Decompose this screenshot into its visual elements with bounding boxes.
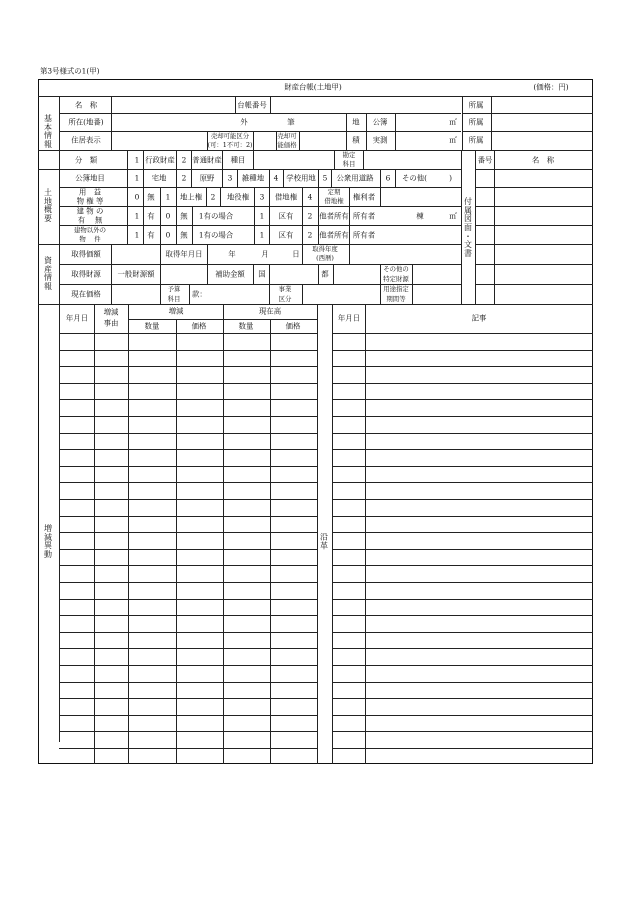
history-row-line (59, 516, 317, 517)
history-row-line (59, 466, 317, 467)
other-opt-1-n: 1 (134, 230, 140, 240)
history-row-line (59, 632, 317, 633)
history-row-line (59, 366, 317, 367)
history-row-line (59, 350, 317, 351)
label-acq-date: 取得年月日 (165, 249, 203, 259)
chimoku-opt-1[interactable]: 宅地 (151, 173, 167, 183)
label-sale-price-2: 能価格 (277, 140, 297, 149)
record-row-line (332, 433, 593, 434)
building-ta[interactable]: 他者所有 (319, 211, 349, 221)
history-row-line (59, 698, 317, 699)
label-youeki: 用 益 (78, 187, 102, 197)
chimoku-opt-3-n: 3 (227, 173, 233, 183)
record-row-line (332, 532, 593, 533)
history-row-line (59, 599, 317, 600)
label-shozoku-3: 所属 (468, 135, 484, 145)
label-yosan: 予算 (167, 284, 181, 293)
youeki-opt-4[interactable]: 定期 (327, 187, 341, 196)
label-location: 所在(地番) (68, 117, 104, 127)
record-row-line (332, 350, 593, 351)
building-opt-0[interactable]: 無 (180, 211, 188, 221)
category-1-number: 1 (134, 155, 140, 165)
label-acq-year-2: (西暦) (316, 253, 334, 262)
label-kenrisha: 権利者 (352, 192, 376, 202)
youeki-opt-2-n: 2 (210, 192, 216, 202)
label-yosan-2: 科目 (167, 294, 181, 303)
label-current-price: 現在価格 (71, 289, 101, 299)
record-row-line (332, 715, 593, 716)
label-youeki-2: 物 権 等 (76, 196, 104, 206)
history-price-2-header: 価格 (285, 321, 301, 331)
label-brush: 筆 (287, 117, 295, 127)
label-saleable-opts: (可：1不可：2) (207, 140, 253, 149)
label-other: 建物以外の (74, 225, 106, 234)
history-reason-header: 増減 (103, 307, 119, 317)
chimoku-opt-4-n: 4 (273, 173, 279, 183)
history-date-header: 年月日 (65, 313, 89, 323)
label-kuni: 国 (258, 269, 266, 279)
history-row-line (59, 648, 317, 649)
history-row-line (59, 582, 317, 583)
label-acq-price: 取得価額 (71, 249, 101, 259)
label-tou: 棟 (416, 211, 424, 221)
history-row-line (59, 449, 317, 450)
chimoku-opt-1-n: 1 (134, 173, 140, 183)
chimoku-opt-6-n: 6 (385, 173, 391, 183)
history-row-line (59, 731, 317, 732)
history-row-line (59, 399, 317, 400)
youeki-opt-4-line2: 借地権 (324, 196, 344, 205)
section-tochi: 土 地 概 要 (44, 187, 52, 223)
other-opt-0-n: 0 (165, 230, 171, 240)
building-m2: ㎡ (449, 211, 457, 221)
other-ku-n: 1 (259, 230, 265, 240)
label-shozoku-1: 所属 (468, 100, 484, 110)
label-chimoku: 公簿地目 (75, 173, 105, 183)
record-header: 記事 (471, 313, 487, 323)
history-qty-1-header: 数量 (144, 321, 160, 331)
other-ta[interactable]: 他者所有 (319, 230, 349, 240)
youeki-opt-3-n: 3 (259, 192, 265, 202)
history-row-line (59, 615, 317, 616)
record-row-line (332, 466, 593, 467)
building-opt-1-n: 1 (134, 211, 140, 221)
history-row-line (59, 565, 317, 566)
building-ku[interactable]: 区有 (278, 211, 294, 221)
history-reason-header-2: 事由 (103, 318, 119, 328)
label-youto: 用途指定 (383, 284, 409, 293)
youeki-opt-2[interactable]: 地役権 (226, 192, 250, 202)
label-category: 分 類 (74, 155, 98, 165)
record-row-line (332, 748, 593, 749)
ledger-no-value[interactable] (271, 97, 461, 112)
record-row-line (332, 682, 593, 683)
record-row-line (332, 582, 593, 583)
history-qty-2-header: 数量 (238, 321, 254, 331)
record-row-line (332, 366, 593, 367)
label-sonota: その他の (383, 264, 409, 273)
label-sonota-2: 特定財源 (383, 274, 409, 283)
acq-date-day: 日 (292, 249, 300, 259)
label-jigyo-2: 区分 (278, 294, 292, 303)
record-row-line (332, 698, 593, 699)
record-row-line (332, 632, 593, 633)
category-2-label[interactable]: 普通財産 (192, 155, 222, 165)
label-kan: 款： (192, 289, 207, 299)
other-ta-n: 2 (307, 230, 313, 240)
acq-date-year: 年 (228, 249, 236, 259)
record-row-line (332, 499, 593, 500)
record-row-line (332, 383, 593, 384)
label-source: 取得財源 (71, 269, 101, 279)
label-ippan: 一般財源額 (117, 269, 155, 279)
label-saleable: 売却可能区分 (210, 131, 250, 140)
history-row-line (59, 682, 317, 683)
record-row-line (332, 449, 593, 450)
label-to: 都 (321, 269, 329, 279)
label-kouba: 公簿 (372, 117, 388, 127)
youeki-opt-1-n: 1 (165, 192, 171, 202)
appendix-name-header: 名 称 (531, 155, 555, 165)
history-row-line (59, 748, 317, 749)
section-enkaku: 沿 革 (320, 532, 328, 550)
record-row-line (332, 482, 593, 483)
youeki-opt-0-n: 0 (134, 192, 140, 202)
label-hojo: 補助金額 (215, 269, 245, 279)
history-row-line (59, 549, 317, 550)
label-outer: 外 (240, 117, 248, 127)
other-ku[interactable]: 区有 (278, 230, 294, 240)
label-account-2: 科目 (342, 159, 356, 168)
history-row-line (59, 333, 317, 334)
record-row-line (332, 333, 593, 334)
chimoku-opt-6[interactable]: その他( ) (401, 173, 453, 183)
chimoku-opt-3[interactable]: 雑種地 (241, 173, 265, 183)
section-kihon: 基 本 情 報 (44, 113, 52, 149)
label-acq-year: 取得年度 (312, 244, 338, 253)
history-row-line (59, 383, 317, 384)
category-2-number: 2 (181, 155, 187, 165)
building-ta-n: 2 (307, 211, 313, 221)
history-row-line (59, 433, 317, 434)
record-row-line (332, 399, 593, 400)
label-seki: 積 (352, 135, 360, 145)
record-row-line (332, 416, 593, 417)
unit-m2-jissoku: ㎡ (449, 135, 457, 145)
unit-m2-kouba: ㎡ (449, 117, 457, 127)
price-unit: (価格：円) (533, 82, 569, 92)
building-opt-0-n: 0 (165, 211, 171, 221)
record-row-line (332, 615, 593, 616)
building-owner: 所有者 (352, 211, 376, 221)
youeki-opt-0[interactable]: 無 (147, 192, 155, 202)
other-case: 1有の場合 (198, 230, 234, 240)
history-row-line (59, 532, 317, 533)
label-shozoku-2: 所属 (468, 117, 484, 127)
youeki-opt-3[interactable]: 借地権 (274, 192, 298, 202)
record-row-line (332, 665, 593, 666)
chimoku-opt-5-n: 5 (322, 173, 328, 183)
record-date-header: 年月日 (337, 313, 361, 323)
name-value[interactable] (112, 97, 234, 112)
form-title: 財産台帳(土地甲) (284, 82, 342, 92)
history-row-line (59, 499, 317, 500)
section-zougen: 増 減 異 動 (44, 523, 52, 559)
label-kind: 種目 (230, 155, 246, 165)
other-opt-1[interactable]: 有 (147, 230, 155, 240)
record-row-line (332, 648, 593, 649)
other-opt-0[interactable]: 無 (180, 230, 188, 240)
label-jigyo: 事業 (278, 284, 292, 293)
history-row-line (59, 482, 317, 483)
building-case: 1有の場合 (198, 211, 234, 221)
record-row-line (332, 731, 593, 732)
label-account: 勘定 (342, 150, 356, 159)
label-address: 住居表示 (71, 135, 101, 145)
form-number: 第3号様式の1(甲) (40, 66, 100, 76)
building-opt-1[interactable]: 有 (147, 211, 155, 221)
label-jissoku: 実測 (372, 135, 388, 145)
history-row-line (59, 416, 317, 417)
label-ledger-no: 台帳番号 (237, 100, 267, 110)
label-building-2: 有 無 (77, 215, 103, 225)
section-shisan: 資 産 情 報 (44, 255, 52, 291)
section-fuzoku: 付 属 図 面 ・ 文 書 (464, 196, 472, 258)
label-sale-price: 売却可 (277, 131, 297, 140)
label-name: 名 称 (74, 100, 98, 110)
history-row-line (59, 665, 317, 666)
appendix-no-header: 番号 (477, 155, 493, 165)
chimoku-opt-4[interactable]: 学校用地 (286, 173, 316, 183)
label-youto-2: 期間等 (386, 294, 406, 303)
youeki-opt-4-n: 4 (307, 192, 313, 202)
other-owner: 所有者 (352, 230, 376, 240)
history-price-1-header: 価格 (191, 321, 207, 331)
history-change-header: 増減 (168, 306, 184, 316)
youeki-opt-1[interactable]: 地上権 (179, 192, 203, 202)
label-chi: 地 (352, 117, 360, 127)
label-building: 建 物 の (76, 206, 104, 216)
record-row-line (332, 599, 593, 600)
building-ku-n: 1 (259, 211, 265, 221)
chimoku-opt-2-n: 2 (181, 173, 187, 183)
history-current-header: 現在高 (258, 306, 282, 316)
category-1-label[interactable]: 行政財産 (145, 155, 175, 165)
chimoku-opt-2[interactable]: 原野 (199, 173, 215, 183)
record-row-line (332, 516, 593, 517)
chimoku-opt-5[interactable]: 公衆用道路 (336, 173, 374, 183)
acq-date-month: 月 (261, 249, 269, 259)
record-row-line (332, 549, 593, 550)
history-row-line (59, 715, 317, 716)
label-other-2: 物 件 (79, 234, 101, 243)
record-row-line (332, 565, 593, 566)
